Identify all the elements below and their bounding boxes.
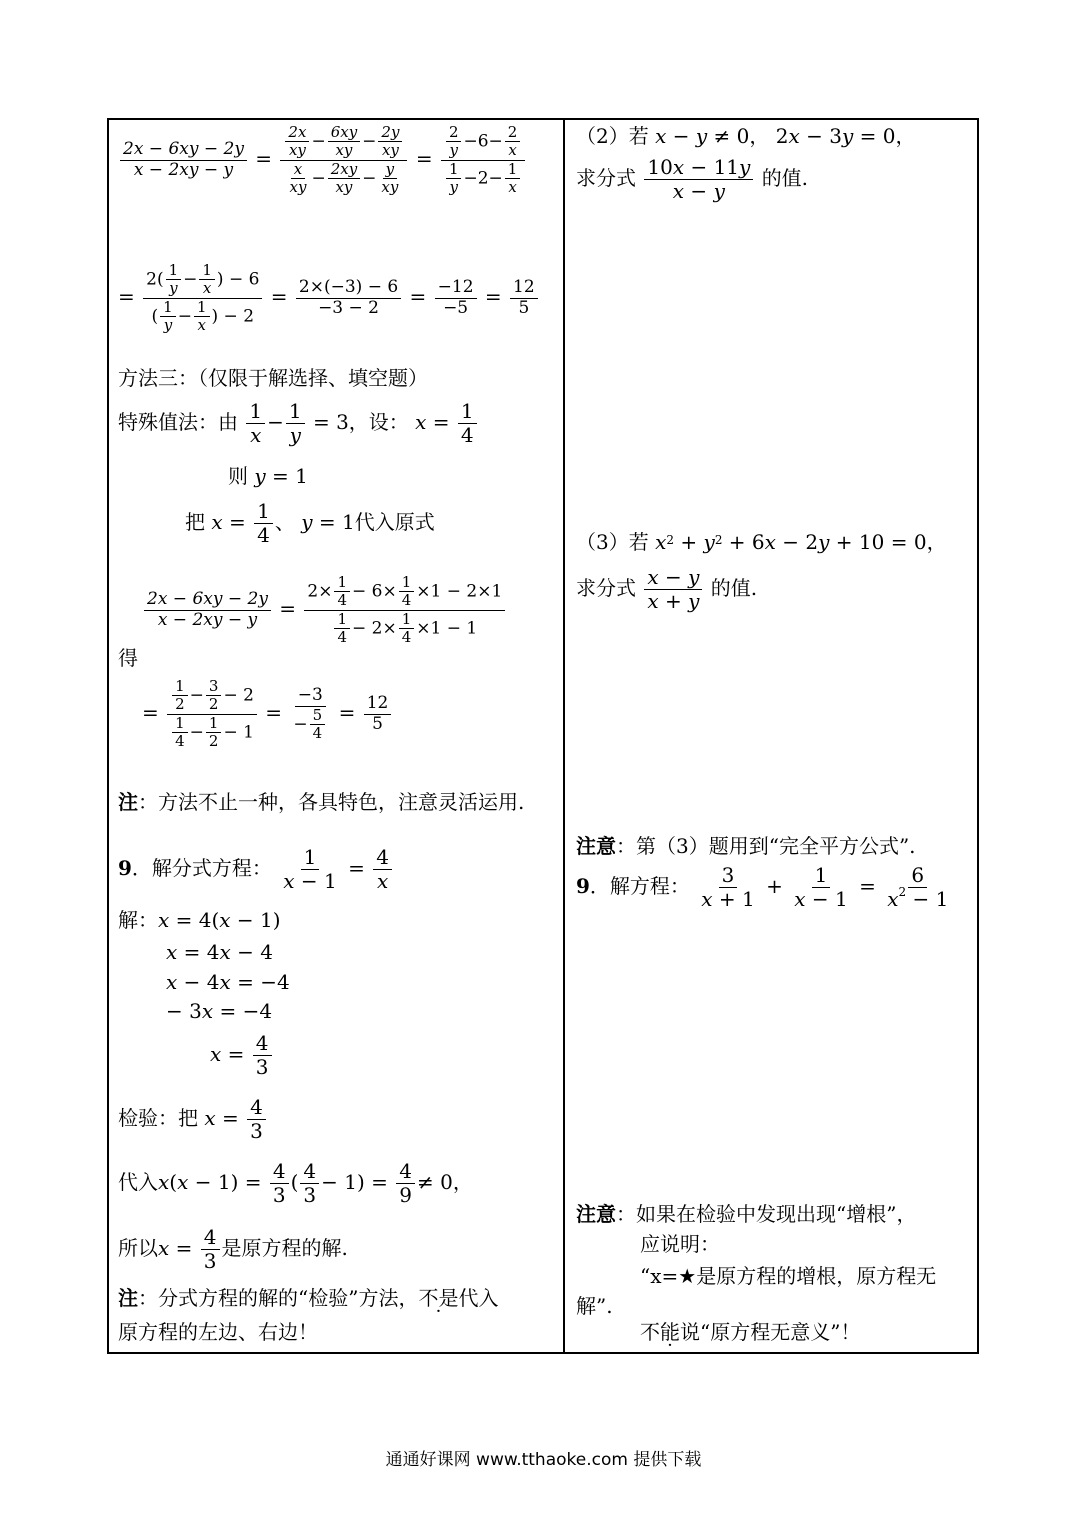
check-computation: 代入x(x − 1) = $\frac{4}{3}$ ( $\frac{4}{3}$ − 1) = $\frac{4}{9}$ ≠ 0，	[118, 1159, 473, 1207]
note1-text: ：方法不止一种，各具特色，注意灵活运用.	[138, 790, 525, 814]
note4-text: ：如果在检验中发现出现“增根”，	[616, 1202, 917, 1226]
q3-ask-suffix: 的值.	[710, 576, 758, 600]
substitute-line: 把 x = $\frac{1}{4}$ 、 y = 1代入原式	[185, 499, 435, 547]
q2-ask-suffix: 的值.	[761, 166, 809, 190]
note4-line4: 解”.	[576, 1294, 613, 1318]
so-prefix: 所以	[118, 1236, 158, 1260]
note4-emphasis: 不能说	[640, 1320, 700, 1344]
special-value-prefix: 特殊值法：由	[118, 410, 238, 434]
special-value-line: 特殊值法：由 $\frac{1}{x}$ − $\frac{1}{y}$ = 3，设： x = $\frac{1}{4}$	[118, 400, 479, 447]
q2-ask: 求分式 $\frac{10x - 11y}{x - y}$ 的值.	[576, 155, 809, 203]
note4-label: 注意	[576, 1202, 616, 1226]
q3-condition: （3）若 $x^2 + y^2 + 6x - 2y + 10 = 0$，	[576, 530, 947, 554]
note2-text-b: 代入	[458, 1286, 499, 1310]
note1	[118, 790, 524, 814]
q9-right-number: 9	[576, 874, 590, 898]
substitute-into: 代入	[118, 1170, 158, 1194]
note1-label: 注	[118, 790, 138, 814]
q9-right-title: ．解方程：	[589, 874, 690, 898]
q9-left-title: ．解分式方程：	[131, 856, 272, 880]
formula-special-result: = $\frac{1}{2}$ − $\frac{3}{2}$ − 2 $\frac{1}{4}$ − $\frac{1}{2}$ − 1 = −3 − $\frac{5}{4}$ = $\frac{12}{5}$	[142, 678, 393, 750]
conclusion-line: 所以x = $\frac{4}{3}$ 是原方程的解.	[118, 1225, 348, 1273]
special-value-mid: ，设：	[348, 410, 409, 434]
q9-left: 9．解分式方程： $\frac{1}{x - 1}$ = $\frac{4}{x}$	[118, 846, 394, 893]
page-footer: 通通好课网 www.tthaoke.com 提供下载	[385, 1450, 702, 1470]
check-line: 检验：把 x = $\frac{4}{3}$	[118, 1096, 268, 1143]
q9-right: 9．解方程： $\frac{3}{x + 1}$ + $\frac{1}{x - 1}$ = $\frac{6}{x^2 - 1}$	[576, 863, 949, 911]
note2-label: 注	[118, 1286, 138, 1310]
substitute-suffix: 代入原式	[354, 510, 435, 534]
note3	[576, 834, 916, 858]
formula-substitution-result: = 2( $\frac{1}{y}$ − $\frac{1}{x}$ ) − 6 ( $\frac{1}{y}$ − $\frac{1}{x}$ ) − 2 = $\frac{2\times(-3) - 6}{-3 - 2}$ = $\frac{-12}{-5}$ = $\frac{12}{5}$	[118, 262, 540, 334]
solution-step-4: − 3x = −4	[166, 999, 273, 1023]
q3-ask-prefix: 求分式	[576, 576, 636, 600]
substitute-prefix: 把	[185, 510, 205, 534]
note2-line2: 原方程的左边、右边！	[118, 1320, 318, 1344]
formula-substitution: $\frac{2x - 6xy - 2y}{x - 2xy - y}$ = 2× $\frac{1}{4}$ − 6× $\frac{1}{4}$ ×1 − 2×1 $\frac{1}{4}$ − 2× $\frac{1}{4}$ ×1 − 1	[142, 574, 507, 646]
q3-prefix: （3）若	[576, 530, 649, 554]
note3-label: 注意	[576, 834, 616, 858]
note3-text: ：第（3）题用到“完全平方公式”.	[616, 834, 916, 858]
formula-complex-fraction: $\frac{2x - 6xy - 2y}{x - 2xy - y}$ = $\frac{2x}{xy}$ − $\frac{6xy}{xy}$ − $\frac{2y}{xy}$ $\frac{x}{xy}$ − $\frac{2xy}{xy}$ − $\frac{y}{xy}$ = $\frac{2}{y}$ −6− $\frac{2}{x}$ $\frac{1}{y}$ −2− $\frac{1}{x}$	[118, 124, 527, 196]
q2-prefix: （2）若	[576, 124, 649, 148]
note4-line2: 应说明：	[640, 1232, 720, 1256]
then-prefix: 则	[228, 464, 248, 488]
solution-step-1: 解：x = 4(x − 1)	[118, 908, 281, 932]
then-line: 则 y = 1	[228, 464, 308, 488]
method3-heading: 方法三：（仅限于解选择、填空题）	[118, 366, 428, 390]
q3-ask: 求分式 $\frac{x - y}{x + y}$ 的值.	[576, 565, 758, 613]
solution-step-5: x = $\frac{4}{3}$	[210, 1032, 274, 1079]
q2-ask-prefix: 求分式	[576, 166, 636, 190]
q9-left-number: 9	[118, 856, 132, 880]
note4-line1	[576, 1202, 916, 1226]
note2-text-a: ：分式方程的解的“检验”方法，	[138, 1286, 419, 1310]
solution-step-2: x = 4x − 4	[166, 940, 273, 964]
column-divider	[563, 120, 565, 1352]
solution-label: 解：	[118, 908, 158, 932]
note4-line5	[640, 1320, 860, 1344]
note4-line3: “x=★是原方程的增根，原方程无	[640, 1264, 937, 1288]
note4-line5-text: “原方程无意义”！	[700, 1320, 861, 1344]
so-suffix: 是原方程的解.	[221, 1236, 348, 1260]
solution-step-3: x − 4x = −4	[166, 970, 290, 994]
note2-emphasis: 不是	[418, 1286, 459, 1310]
check-label: 检验：把	[118, 1106, 198, 1130]
q2-condition: （2）若 x − y ≠ 0， 2x − 3y = 0，	[576, 124, 916, 148]
result-label: 得	[118, 646, 138, 670]
note2-line1	[118, 1286, 498, 1310]
